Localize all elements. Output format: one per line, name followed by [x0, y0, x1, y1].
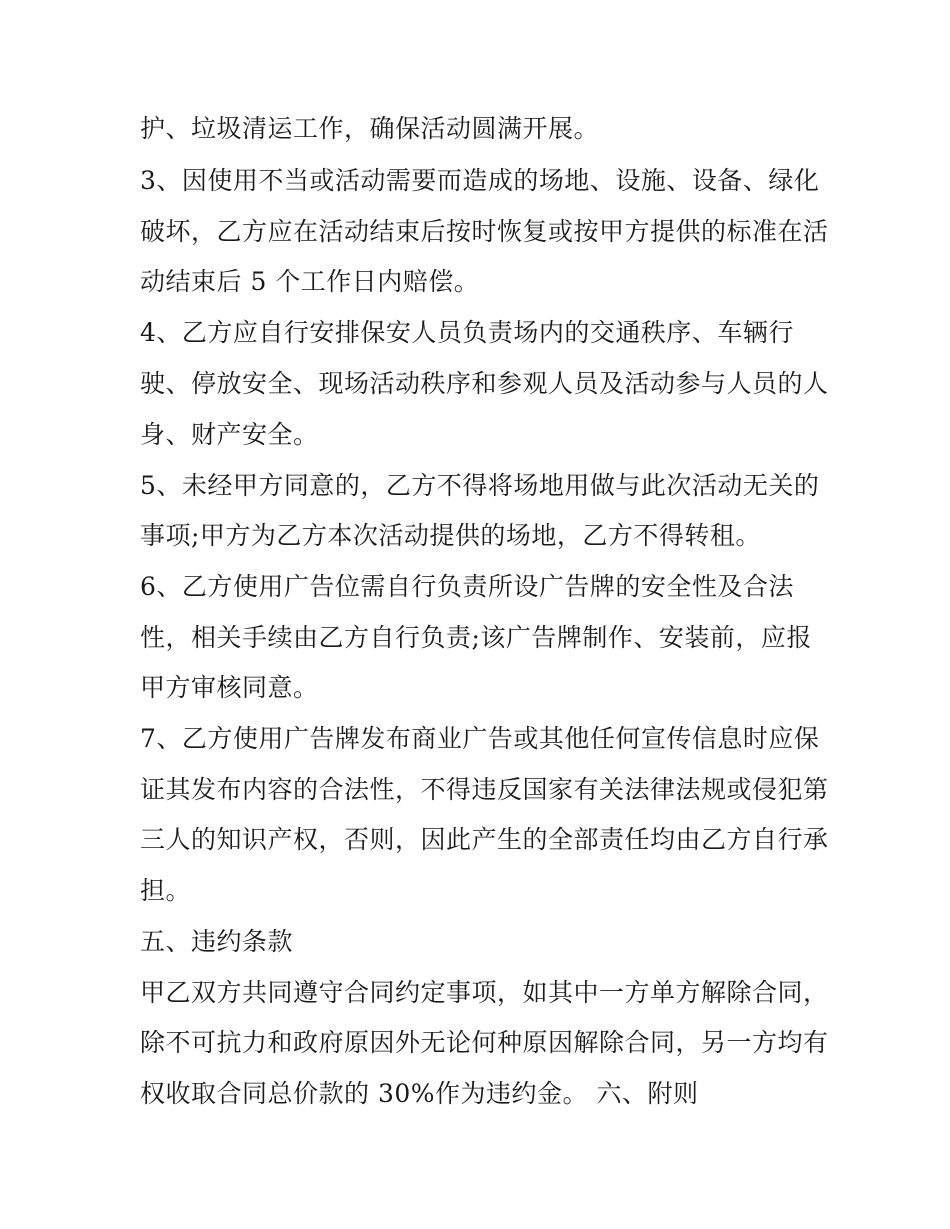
text-line: 身、财产安全。: [140, 420, 319, 449]
text-line: 驶、停放安全、现场活动秩序和参观人员及活动参与人员的人: [140, 369, 829, 398]
section-heading: 五、违约条款: [140, 927, 294, 956]
text-line: 除不可抗力和政府原因外无论何种原因解除合同，另一方均有: [140, 1028, 829, 1057]
text-line: 破坏，乙方应在活动结束后按时恢复或按甲方提供的标准在活: [140, 217, 829, 246]
text-line: 事项;甲方为乙方本次活动提供的场地，乙方不得转租。: [140, 521, 761, 550]
text-line: 护、垃圾清运工作，确保活动圆满开展。: [140, 114, 600, 143]
text-line: 三人的知识产权，否则，因此产生的全部责任均由乙方自行承: [140, 825, 829, 854]
text-line: 3、因使用不当或活动需要而造成的场地、设施、设备、绿化: [140, 166, 820, 195]
text-line: 性，相关手续由乙方自行负责;该广告牌制作、安装前，应报: [140, 623, 812, 652]
text-line: 6、乙方使用广告位需自行负责所设广告牌的安全性及合法: [140, 572, 794, 601]
text-line: 7、乙方使用广告牌发布商业广告或其他任何宣传信息时应保: [140, 724, 820, 753]
text-line: 担。: [140, 876, 192, 905]
text-line: 甲乙双方共同遵守合同约定事项，如其中一方单方解除合同，: [140, 978, 829, 1007]
text-line: 动结束后 5 个工作日内赔偿。: [140, 267, 480, 296]
text-line: 5、未经甲方同意的，乙方不得将场地用做与此次活动无关的: [140, 471, 820, 500]
text-line: 权收取合同总价款的 30%作为违约金。 六、附则: [140, 1079, 699, 1108]
text-line: 甲方审核同意。: [140, 673, 319, 702]
text-line: 4、乙方应自行安排保安人员负责场内的交通秩序、车辆行: [140, 318, 794, 347]
text-line: 证其发布内容的合法性，不得违反国家有关法律法规或侵犯第: [140, 775, 829, 804]
